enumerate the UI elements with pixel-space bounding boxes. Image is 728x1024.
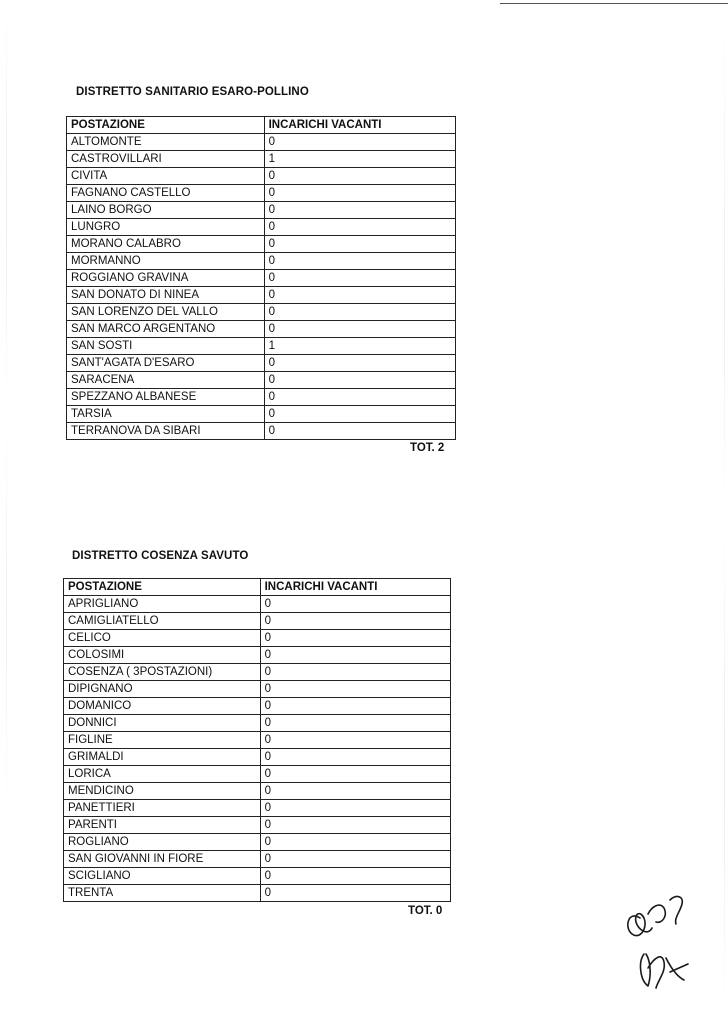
cell-incarichi-vacanti: 0 — [264, 236, 455, 253]
cell-postazione: CIVITA — [67, 168, 265, 185]
cell-postazione: SAN MARCO ARGENTANO — [67, 321, 265, 338]
table-row — [67, 253, 456, 270]
cell-incarichi-vacanti: 0 — [260, 851, 450, 868]
table-row — [64, 749, 451, 766]
cell-incarichi-vacanti: 0 — [260, 868, 450, 885]
table-row — [64, 817, 451, 834]
cell-postazione: SAN LORENZO DEL VALLO — [67, 304, 265, 321]
table-row — [64, 630, 451, 647]
cell-incarichi-vacanti: 0 — [264, 185, 455, 202]
table-row — [67, 372, 456, 389]
table-row — [67, 287, 456, 304]
table-row — [67, 270, 456, 287]
table-row — [67, 219, 456, 236]
table-row — [64, 681, 451, 698]
scan-margin-left — [6, 0, 7, 1024]
cell-incarichi-vacanti: 1 — [264, 151, 455, 168]
cell-incarichi-vacanti: 0 — [264, 304, 455, 321]
cell-incarichi-vacanti: 0 — [264, 202, 455, 219]
total-cosenza-savuto: TOT. 0 — [408, 905, 443, 917]
cell-postazione: CELICO — [64, 630, 261, 647]
table-row — [67, 202, 456, 219]
cell-postazione: APRIGLIANO — [64, 596, 261, 613]
table-row — [64, 834, 451, 851]
table-row — [67, 185, 456, 202]
cell-incarichi-vacanti: 0 — [260, 664, 450, 681]
table-row — [67, 321, 456, 338]
cell-postazione: TRENTA — [64, 885, 261, 902]
cell-incarichi-vacanti: 0 — [264, 389, 455, 406]
cell-postazione: LORICA — [64, 766, 261, 783]
cell-postazione: SARACENA — [67, 372, 265, 389]
cell-postazione: PANETTIERI — [64, 800, 261, 817]
cell-incarichi-vacanti: 0 — [260, 885, 450, 902]
table-row — [64, 698, 451, 715]
table-row — [64, 647, 451, 664]
column-header-incarichi-vacanti: INCARICHI VACANTI — [264, 117, 455, 134]
table-row — [64, 664, 451, 681]
table-row — [67, 406, 456, 423]
table-row — [64, 766, 451, 783]
table-row — [64, 783, 451, 800]
cell-incarichi-vacanti: 0 — [264, 253, 455, 270]
cell-incarichi-vacanti: 0 — [260, 800, 450, 817]
table-header-row — [67, 117, 456, 134]
cell-incarichi-vacanti: 0 — [264, 355, 455, 372]
section-title-cosenza-savuto: DISTRETTO COSENZA SAVUTO — [72, 550, 249, 562]
section-title-esaro-pollino: DISTRETTO SANITARIO ESARO-POLLINO — [76, 86, 309, 98]
table-header-row — [64, 579, 451, 596]
cell-incarichi-vacanti: 0 — [260, 732, 450, 749]
cell-incarichi-vacanti: 0 — [260, 647, 450, 664]
cell-incarichi-vacanti: 0 — [260, 817, 450, 834]
cell-postazione: LAINO BORGO — [67, 202, 265, 219]
cell-postazione: GRIMALDI — [64, 749, 261, 766]
cell-incarichi-vacanti: 0 — [260, 596, 450, 613]
page-edge-line — [500, 3, 728, 4]
cell-postazione: CASTROVILLARI — [67, 151, 265, 168]
cell-incarichi-vacanti: 0 — [260, 834, 450, 851]
cell-incarichi-vacanti: 0 — [260, 681, 450, 698]
cell-incarichi-vacanti: 0 — [260, 613, 450, 630]
cell-postazione: DOMANICO — [64, 698, 261, 715]
cell-postazione: SCIGLIANO — [64, 868, 261, 885]
cell-incarichi-vacanti: 0 — [264, 406, 455, 423]
table-row — [64, 868, 451, 885]
cell-incarichi-vacanti: 0 — [264, 423, 455, 440]
cell-incarichi-vacanti: 0 — [264, 134, 455, 151]
cell-incarichi-vacanti: 0 — [264, 168, 455, 185]
cell-incarichi-vacanti: 0 — [264, 270, 455, 287]
cell-postazione: TERRANOVA DA SIBARI — [67, 423, 265, 440]
column-header-incarichi-vacanti: INCARICHI VACANTI — [260, 579, 450, 596]
table-body — [64, 596, 451, 902]
cell-postazione: DONNICI — [64, 715, 261, 732]
cell-postazione: MORMANNO — [67, 253, 265, 270]
cell-incarichi-vacanti: 0 — [260, 766, 450, 783]
cell-incarichi-vacanti: 0 — [264, 321, 455, 338]
cell-postazione: TARSIA — [67, 406, 265, 423]
cell-postazione: CAMIGLIATELLO — [64, 613, 261, 630]
cell-postazione: DIPIGNANO — [64, 681, 261, 698]
column-header-postazione: POSTAZIONE — [67, 117, 265, 134]
cell-postazione: MORANO CALABRO — [67, 236, 265, 253]
cell-incarichi-vacanti: 0 — [264, 219, 455, 236]
table-row — [64, 851, 451, 868]
table-row — [64, 885, 451, 902]
cell-postazione: FAGNANO CASTELLO — [67, 185, 265, 202]
cell-postazione: SAN GIOVANNI IN FIORE — [64, 851, 261, 868]
cell-postazione: ALTOMONTE — [67, 134, 265, 151]
cell-incarichi-vacanti: 0 — [260, 783, 450, 800]
cell-postazione: ROGLIANO — [64, 834, 261, 851]
table-row — [64, 596, 451, 613]
cell-postazione: LUNGRO — [67, 219, 265, 236]
cell-incarichi-vacanti: 0 — [264, 372, 455, 389]
cell-incarichi-vacanti: 0 — [260, 630, 450, 647]
cell-postazione: SPEZZANO ALBANESE — [67, 389, 265, 406]
table-row — [67, 236, 456, 253]
table-row — [64, 613, 451, 630]
cell-postazione: COLOSIMI — [64, 647, 261, 664]
handwritten-signature — [618, 888, 708, 998]
cell-postazione: COSENZA ( 3POSTAZIONI) — [64, 664, 261, 681]
table-row — [64, 800, 451, 817]
column-header-postazione: POSTAZIONE — [64, 579, 261, 596]
cell-postazione: FIGLINE — [64, 732, 261, 749]
table-body — [67, 134, 456, 440]
scan-margin-right — [724, 0, 725, 1024]
cell-postazione: ROGGIANO GRAVINA — [67, 270, 265, 287]
cell-postazione: PARENTI — [64, 817, 261, 834]
total-esaro-pollino: TOT. 2 — [410, 442, 445, 454]
table-row — [64, 732, 451, 749]
cell-postazione: SAN SOSTI — [67, 338, 265, 355]
table-row — [67, 338, 456, 355]
cell-incarichi-vacanti: 0 — [260, 698, 450, 715]
cell-incarichi-vacanti: 0 — [260, 749, 450, 766]
cell-incarichi-vacanti: 1 — [264, 338, 455, 355]
table-row — [67, 304, 456, 321]
table-esaro-pollino — [66, 116, 456, 440]
table-cosenza-savuto — [63, 578, 451, 902]
table-row — [67, 168, 456, 185]
cell-postazione: SAN DONATO DI NINEA — [67, 287, 265, 304]
table-row — [67, 151, 456, 168]
table-row — [67, 389, 456, 406]
table-row — [67, 355, 456, 372]
cell-incarichi-vacanti: 0 — [260, 715, 450, 732]
cell-postazione: SANT'AGATA D'ESARO — [67, 355, 265, 372]
cell-postazione: MENDICINO — [64, 783, 261, 800]
cell-incarichi-vacanti: 0 — [264, 287, 455, 304]
table-row — [64, 715, 451, 732]
table-row — [67, 134, 456, 151]
table-row — [67, 423, 456, 440]
